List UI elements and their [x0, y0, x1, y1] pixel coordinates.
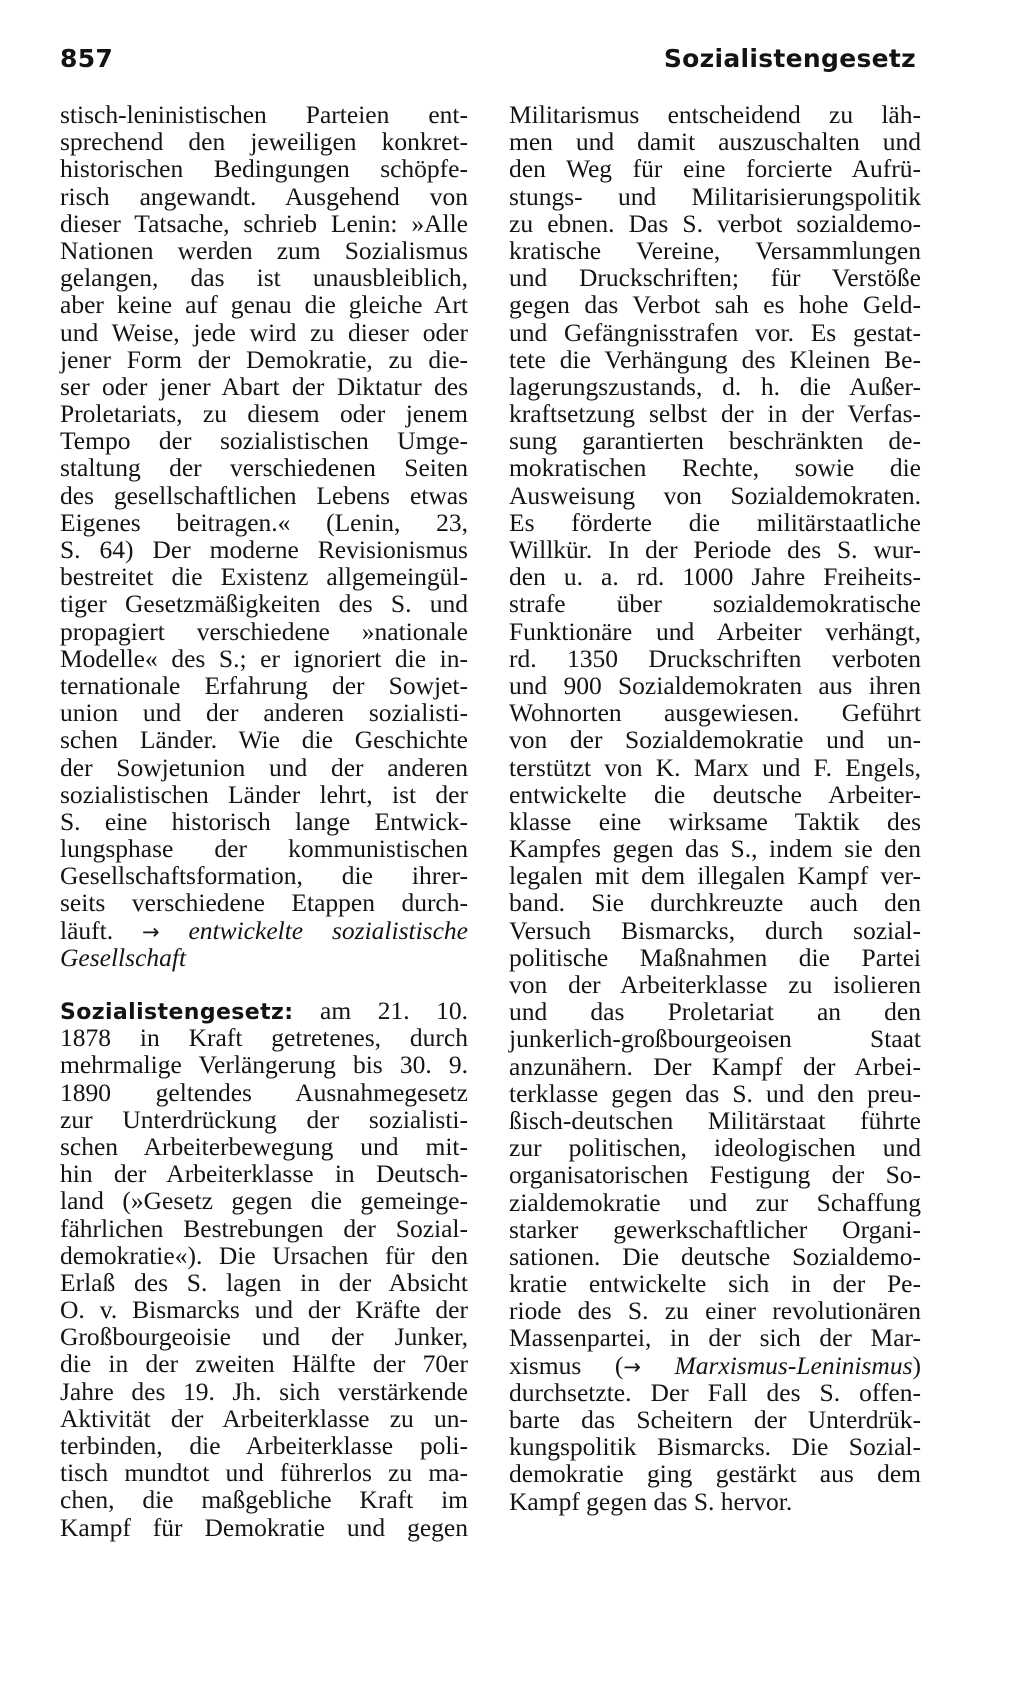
text-line: und Druckschriften; für Verstöße	[509, 263, 921, 293]
text-line: barte das Scheitern der Unterdrük-	[509, 1405, 921, 1434]
text-line: die in der zweiten Hälfte der 70er	[60, 1349, 468, 1379]
text-line: politische Maßnahmen die Partei	[509, 942, 921, 972]
text-line: Militarismus entscheidend zu läh-	[509, 100, 921, 129]
text-line: lagerungszustands, d. h. die Außer-	[509, 371, 921, 401]
text-line: historischen Bedingungen schöpfe-	[60, 154, 468, 184]
cross-reference-link-continued[interactable]: Gesellschaft	[60, 942, 187, 972]
arrow-icon: →	[623, 1354, 641, 1379]
text-line: Eigenes beitragen.« (Lenin, 23,	[60, 507, 468, 537]
left-column	[60, 101, 468, 1541]
text-line: tisch mundtot und führerlos zu ma-	[60, 1458, 468, 1488]
text-line: organisatorischen Festigung der So-	[509, 1160, 921, 1190]
text-line: demokratie ging gestärkt aus dem	[509, 1459, 921, 1489]
text-line: anzunähern. Der Kampf der Arbei-	[509, 1051, 921, 1081]
text-line: der Sowjetunion und der anderen	[60, 752, 468, 782]
text-line: zur Unterdrückung der sozialisti-	[60, 1104, 468, 1134]
text-line: Erlaß des S. lagen in der Absicht	[60, 1267, 468, 1297]
text-line: union und der anderen sozialisti-	[60, 698, 468, 728]
text-line: mehrmalige Verlängerung bis 30. 9.	[60, 1050, 468, 1080]
running-title: Sozialistengesetz	[663, 44, 916, 73]
right-text-block	[509, 101, 921, 1352]
text-line: Großbourgeoisie und der Junker,	[60, 1322, 468, 1352]
text-line: S. eine historisch lange Entwick-	[60, 806, 468, 836]
entry-headword-line	[60, 997, 468, 1024]
text-line: ßisch-deutschen Militärstaat führte	[509, 1105, 921, 1135]
entry-text-block	[60, 1024, 468, 1541]
text-line: 1890 geltendes Ausnahmegesetz	[60, 1077, 468, 1107]
right-column	[509, 101, 921, 1515]
text-line: schen Länder. Wie die Geschichte	[60, 725, 468, 755]
text-line: ser oder jener Abart der Diktatur des	[60, 371, 468, 401]
text-line: terstützt von K. Marx und F. Engels,	[509, 752, 921, 782]
text-line: fährlichen Bestrebungen der Sozial-	[60, 1213, 468, 1243]
text-line: Wohnorten ausgewiesen. Geführt	[509, 698, 921, 728]
xref-close: )	[912, 1350, 922, 1380]
text-line: band. Sie durchkreuzte auch den	[509, 888, 921, 918]
arrow-icon: →	[141, 919, 160, 944]
text-line: Proletariats, zu diesem oder jenem	[60, 399, 468, 429]
text-line: und das Proletariat an den	[509, 997, 921, 1027]
text-line: den u. a. rd. 1000 Jahre Freiheits-	[509, 562, 921, 592]
text-line: tete die Verhängung des Kleinen Be-	[509, 344, 921, 374]
text-line: sprechend den jeweiligen konkret-	[60, 127, 468, 157]
text-line: und Weise, jede wird zu dieser oder	[60, 317, 468, 347]
text-line: risch angewandt. Ausgehend von	[60, 181, 468, 211]
text-line: staltung der verschiedenen Seiten	[60, 453, 468, 483]
text-line: jener Form der Demokratie, zu die-	[60, 344, 468, 374]
cross-reference-link[interactable]: entwickelte sozialistische	[188, 915, 468, 945]
text-line: gegen das Verbot sah es hohe Geld-	[509, 290, 921, 320]
xref-lead: läuft.	[60, 915, 114, 945]
text-line: propagiert verschiedene »nationale	[60, 616, 468, 646]
text-line: sozialistischen Länder lehrt, ist der	[60, 779, 468, 809]
text-line: lungsphase der kommunistischen	[60, 834, 468, 864]
text-line: S. 64) Der moderne Revisionismus	[60, 535, 468, 564]
right-text-block-end	[509, 1379, 921, 1515]
text-line: kraftsetzung selbst der in der Verfas-	[509, 399, 921, 429]
text-line: Ausweisung von Sozialdemokraten.	[509, 480, 921, 510]
text-line: zialdemokratie und zur Schaffung	[509, 1187, 921, 1217]
text-line: von der Arbeiterklasse zu isolieren	[509, 970, 921, 999]
text-line: Versuch Bismarcks, durch sozial-	[509, 915, 921, 945]
text-line: men und damit auszuschalten und	[509, 127, 921, 157]
text-line: Kampf gegen das S. hervor.	[509, 1486, 793, 1516]
text-line: rd. 1350 Druckschriften verboten	[509, 643, 921, 673]
text-line: ternationale Erfahrung der Sowjet-	[60, 670, 468, 700]
text-line: O. v. Bismarcks und der Kräfte der	[60, 1295, 468, 1325]
text-line: Es förderte die militärstaatliche	[509, 507, 921, 537]
text-line: bestreitet die Existenz allgemeingül-	[60, 562, 468, 592]
text-line: Nationen werden zum Sozialismus	[60, 235, 468, 265]
text-line: demokratie«). Die Ursachen für den	[60, 1240, 468, 1270]
text-line: und 900 Sozialdemokraten aus ihren	[509, 670, 921, 700]
text-line: chen, die maßgebliche Kraft im	[60, 1485, 468, 1515]
text-line: Tempo der sozialistischen Umge-	[60, 426, 468, 456]
text-line: des gesellschaftlichen Lebens etwas	[60, 480, 468, 510]
text-line: Gesellschaftsformation, die ihrer-	[60, 861, 468, 891]
text-line: stungs- und Militarisierungspolitik	[509, 181, 921, 211]
text-line: Jahre des 19. Jh. sich verstärkende	[60, 1376, 468, 1406]
cross-reference-line	[509, 1352, 921, 1379]
text-line: zur politischen, ideologischen und	[509, 1133, 921, 1163]
text-line: klasse eine wirksame Taktik des	[509, 806, 921, 836]
text-line: aber keine auf genau die gleiche Art	[60, 290, 468, 320]
entry-headword: Sozialistengesetz:	[60, 1000, 294, 1025]
text-line: starker gewerkschaftlicher Organi-	[509, 1214, 921, 1244]
text-line: junkerlich-großbourgeoisen Staat	[509, 1024, 921, 1054]
text-line: sationen. Die deutsche Sozialdemo-	[509, 1241, 921, 1271]
text-line: dieser Tatsache, schrieb Lenin: »Alle	[60, 208, 468, 238]
text-line: land (»Gesetz gegen die gemeinge-	[60, 1186, 468, 1216]
text-line: terbinden, die Arbeiterklasse poli-	[60, 1431, 468, 1460]
text-line: Massenpartei, in der sich der Mar-	[509, 1323, 921, 1353]
text-line: riode des S. zu einer revolutionären	[509, 1296, 921, 1326]
text-line: Kampf für Demokratie und gegen	[60, 1512, 468, 1542]
text-line: kratie entwickelte sich in der Pe-	[509, 1269, 921, 1299]
text-line: gelangen, das ist unausbleiblich,	[60, 263, 468, 293]
text-line: schen Arbeiterbewegung und mit-	[60, 1131, 468, 1161]
text-line: von der Sozialdemokratie und un-	[509, 725, 921, 755]
left-text-block	[60, 101, 468, 917]
text-line: entwickelte die deutsche Arbeiter-	[509, 779, 921, 809]
text-line: Aktivität der Arbeiterklasse zu un-	[60, 1403, 468, 1433]
cross-reference-line	[60, 917, 468, 944]
text-line: 1878 in Kraft getretenes, durch	[60, 1023, 468, 1053]
text-line: kratische Vereine, Versammlungen	[509, 235, 921, 265]
text-line: mokratischen Rechte, sowie die	[509, 453, 921, 483]
text-line: tiger Gesetzmäßigkeiten des S. und	[60, 589, 468, 619]
text-line: Modelle« des S.; er ignoriert die in-	[60, 643, 468, 673]
text-line: kungspolitik Bismarcks. Die Sozial-	[509, 1432, 921, 1462]
text-line: sung garantierten beschränkten de-	[509, 426, 921, 456]
text-line: Kampfes gegen das S., indem sie den	[509, 834, 921, 864]
entry-first-line: am 21. 10.	[320, 996, 469, 1025]
xref-lead: xismus (	[509, 1350, 624, 1380]
text-line: den Weg für eine forcierte Aufrü-	[509, 154, 921, 184]
text-line: hin der Arbeiterklasse in Deutsch-	[60, 1159, 468, 1189]
text-line: legalen mit dem illegalen Kampf ver-	[509, 861, 921, 891]
text-line: seits verschiedene Etappen durch-	[60, 888, 468, 918]
text-line: terklasse gegen das S. und den preu-	[509, 1078, 921, 1108]
text-line: strafe über sozialdemokratische	[509, 589, 921, 619]
text-line: durchsetzte. Der Fall des S. offen-	[509, 1377, 921, 1407]
text-line: stisch-leninistischen Parteien ent-	[60, 100, 468, 129]
text-line: zu ebnen. Das S. verbot sozialdemo-	[509, 208, 921, 238]
text-line: Funktionäre und Arbeiter verhängt,	[509, 616, 921, 646]
cross-reference-link[interactable]: Marxismus-Leninismus	[674, 1350, 913, 1380]
page-number: 857	[60, 44, 114, 73]
text-line: Willkür. In der Periode des S. wur-	[509, 535, 921, 564]
entry-separator	[60, 971, 468, 997]
text-line: und Gefängnisstrafen vor. Es gestat-	[509, 317, 921, 347]
